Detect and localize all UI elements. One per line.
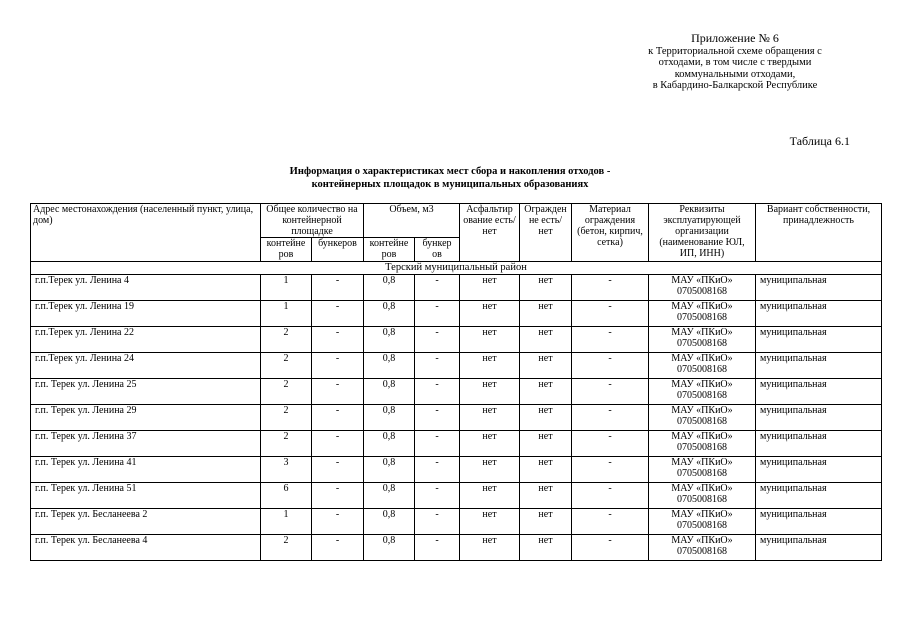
cell-fence: нет <box>520 327 572 353</box>
cell-fence: нет <box>520 353 572 379</box>
cell-asphalt: нет <box>460 301 520 327</box>
cell-container-volume: 0,8 <box>364 405 415 431</box>
cell-bunker-count: - <box>312 353 364 379</box>
header-ownership: Вариант собственности, принадлежность <box>756 204 882 262</box>
header-count-containers: контейне ров <box>261 238 312 262</box>
operator-name: МАУ «ПКиО» <box>671 379 733 390</box>
table-row <box>31 301 882 327</box>
cell-bunker-volume: - <box>415 301 460 327</box>
cell-bunker-volume: - <box>415 405 460 431</box>
cell-fence-material: - <box>572 535 649 561</box>
cell-operator <box>649 379 756 405</box>
appendix-line: в Кабардино-Балкарской Республике <box>652 80 818 92</box>
cell-operator <box>649 327 756 353</box>
cell-address: г.п.Терек ул. Ленина 22 <box>31 327 261 353</box>
operator-inn: 0705008168 <box>677 468 727 479</box>
cell-container-volume: 0,8 <box>364 275 415 301</box>
operator-name: МАУ «ПКиО» <box>671 431 733 442</box>
cell-ownership: муниципальная <box>756 405 882 431</box>
cell-container-volume: 0,8 <box>364 509 415 535</box>
operator-inn: 0705008168 <box>677 286 727 297</box>
table-row <box>31 327 882 353</box>
cell-bunker-volume: - <box>415 327 460 353</box>
cell-operator <box>649 509 756 535</box>
cell-container-volume: 0,8 <box>364 457 415 483</box>
cell-address: г.п. Терек ул. Бесланеева 4 <box>31 535 261 561</box>
cell-fence: нет <box>520 457 572 483</box>
cell-bunker-volume: - <box>415 275 460 301</box>
cell-container-count: 6 <box>261 483 312 509</box>
cell-ownership: муниципальная <box>756 509 882 535</box>
operator-inn: 0705008168 <box>677 520 727 531</box>
cell-fence-material: - <box>572 353 649 379</box>
appendix-line: к Территориальной схеме обращения с <box>648 46 822 57</box>
operator-name: МАУ «ПКиО» <box>671 353 733 364</box>
cell-fence-material: - <box>572 275 649 301</box>
operator-name: МАУ «ПКиО» <box>671 327 733 338</box>
operator-name: МАУ «ПКиО» <box>671 457 733 468</box>
header-operator: Реквизиты эксплуатирующей организации (наименование ЮЛ, ИП, ИНН) <box>649 204 756 262</box>
cell-ownership: муниципальная <box>756 379 882 405</box>
cell-ownership: муниципальная <box>756 457 882 483</box>
cell-fence-material: - <box>572 405 649 431</box>
cell-operator <box>649 275 756 301</box>
cell-address: г.п.Терек ул. Ленина 4 <box>31 275 261 301</box>
cell-address: г.п.Терек ул. Ленина 24 <box>31 353 261 379</box>
cell-fence: нет <box>520 535 572 561</box>
cell-container-count: 2 <box>261 353 312 379</box>
cell-bunker-count: - <box>312 301 364 327</box>
operator-name: МАУ «ПКиО» <box>671 405 733 416</box>
cell-container-count: 2 <box>261 379 312 405</box>
operator-inn: 0705008168 <box>677 312 727 323</box>
cell-ownership: муниципальная <box>756 275 882 301</box>
cell-address: г.п. Терек ул. Бесланеева 2 <box>31 509 261 535</box>
appendix-title: Приложение № 6 <box>691 31 779 45</box>
cell-fence: нет <box>520 483 572 509</box>
header-volume-group: Объем, м3 <box>364 204 460 238</box>
cell-bunker-count: - <box>312 405 364 431</box>
cell-fence: нет <box>520 379 572 405</box>
operator-name: МАУ «ПКиО» <box>671 535 733 546</box>
cell-ownership: муниципальная <box>756 327 882 353</box>
header-address: Адрес местонахождения (населенный пункт, улица, дом) <box>31 204 261 262</box>
appendix-header <box>600 32 870 92</box>
operator-name: МАУ «ПКиО» <box>671 275 733 286</box>
table-row <box>31 405 882 431</box>
cell-bunker-count: - <box>312 431 364 457</box>
appendix-line: коммунальными отходами, <box>674 68 796 80</box>
cell-operator <box>649 405 756 431</box>
header-fence-material: Материал ограждения (бетон, кирпич, сетка) <box>572 204 649 262</box>
cell-container-volume: 0,8 <box>364 379 415 405</box>
cell-bunker-count: - <box>312 379 364 405</box>
waste-sites-table <box>30 203 882 561</box>
operator-inn: 0705008168 <box>677 442 727 453</box>
table-row <box>31 509 882 535</box>
cell-fence-material: - <box>572 457 649 483</box>
cell-address: г.п. Терек ул. Ленина 41 <box>31 457 261 483</box>
cell-container-volume: 0,8 <box>364 431 415 457</box>
operator-inn: 0705008168 <box>677 546 727 557</box>
cell-asphalt: нет <box>460 353 520 379</box>
cell-operator <box>649 353 756 379</box>
cell-asphalt: нет <box>460 405 520 431</box>
table-number: Таблица 6.1 <box>789 134 850 148</box>
cell-fence: нет <box>520 405 572 431</box>
cell-ownership: муниципальная <box>756 483 882 509</box>
operator-inn: 0705008168 <box>677 494 727 505</box>
cell-fence-material: - <box>572 431 649 457</box>
cell-bunker-volume: - <box>415 535 460 561</box>
operator-name: МАУ «ПКиО» <box>671 509 733 520</box>
header-volume-containers: контейне ров <box>364 238 415 262</box>
cell-operator <box>649 431 756 457</box>
cell-container-count: 3 <box>261 457 312 483</box>
cell-asphalt: нет <box>460 509 520 535</box>
cell-bunker-count: - <box>312 457 364 483</box>
cell-container-count: 1 <box>261 509 312 535</box>
cell-operator <box>649 483 756 509</box>
cell-fence-material: - <box>572 327 649 353</box>
header-asphalt: Асфальтир ование есть/нет <box>460 204 520 262</box>
cell-bunker-volume: - <box>415 431 460 457</box>
cell-container-count: 2 <box>261 405 312 431</box>
table-row <box>31 431 882 457</box>
cell-fence: нет <box>520 275 572 301</box>
cell-address: г.п. Терек ул. Ленина 29 <box>31 405 261 431</box>
cell-address: г.п.Терек ул. Ленина 19 <box>31 301 261 327</box>
cell-bunker-count: - <box>312 509 364 535</box>
cell-operator <box>649 301 756 327</box>
cell-container-count: 2 <box>261 431 312 457</box>
cell-fence: нет <box>520 301 572 327</box>
cell-bunker-volume: - <box>415 353 460 379</box>
cell-bunker-volume: - <box>415 457 460 483</box>
cell-fence: нет <box>520 431 572 457</box>
operator-inn: 0705008168 <box>677 364 727 375</box>
table-row <box>31 535 882 561</box>
section-title: Терский муниципальный район <box>31 262 882 275</box>
document-title-line: Информация о характеристиках мест сбора и накопления отходов - <box>289 166 611 177</box>
cell-container-volume: 0,8 <box>364 535 415 561</box>
cell-asphalt: нет <box>460 275 520 301</box>
cell-asphalt: нет <box>460 535 520 561</box>
cell-address: г.п. Терек ул. Ленина 51 <box>31 483 261 509</box>
cell-container-count: 1 <box>261 275 312 301</box>
cell-asphalt: нет <box>460 483 520 509</box>
operator-inn: 0705008168 <box>677 416 727 427</box>
cell-bunker-count: - <box>312 535 364 561</box>
cell-bunker-count: - <box>312 275 364 301</box>
cell-fence: нет <box>520 509 572 535</box>
table-row <box>31 275 882 301</box>
appendix-line: отходами, в том числе с твердыми <box>658 57 812 69</box>
cell-operator <box>649 535 756 561</box>
cell-asphalt: нет <box>460 327 520 353</box>
document-title <box>200 166 700 191</box>
cell-asphalt: нет <box>460 457 520 483</box>
table-row <box>31 353 882 379</box>
table-row <box>31 483 882 509</box>
header-volume-bunkers: бункер ов <box>415 238 460 262</box>
cell-bunker-count: - <box>312 483 364 509</box>
cell-ownership: муниципальная <box>756 431 882 457</box>
document-title-line: контейнерных площадок в муниципальных образованиях <box>311 178 589 190</box>
operator-inn: 0705008168 <box>677 390 727 401</box>
table-row <box>31 379 882 405</box>
cell-asphalt: нет <box>460 379 520 405</box>
cell-fence-material: - <box>572 379 649 405</box>
cell-container-count: 2 <box>261 535 312 561</box>
cell-container-count: 2 <box>261 327 312 353</box>
cell-ownership: муниципальная <box>756 353 882 379</box>
cell-container-volume: 0,8 <box>364 301 415 327</box>
cell-bunker-volume: - <box>415 509 460 535</box>
cell-bunker-volume: - <box>415 483 460 509</box>
cell-fence-material: - <box>572 509 649 535</box>
cell-ownership: муниципальная <box>756 301 882 327</box>
cell-container-count: 1 <box>261 301 312 327</box>
cell-container-volume: 0,8 <box>364 353 415 379</box>
table-row <box>31 457 882 483</box>
cell-container-volume: 0,8 <box>364 483 415 509</box>
operator-name: МАУ «ПКиО» <box>671 301 733 312</box>
section-row <box>31 262 882 275</box>
operator-inn: 0705008168 <box>677 338 727 349</box>
cell-address: г.п. Терек ул. Ленина 25 <box>31 379 261 405</box>
cell-address: г.п. Терек ул. Ленина 37 <box>31 431 261 457</box>
cell-bunker-count: - <box>312 327 364 353</box>
header-fence: Огражден не есть/нет <box>520 204 572 262</box>
cell-fence-material: - <box>572 301 649 327</box>
cell-asphalt: нет <box>460 431 520 457</box>
cell-operator <box>649 457 756 483</box>
cell-ownership: муниципальная <box>756 535 882 561</box>
cell-container-volume: 0,8 <box>364 327 415 353</box>
header-count-bunkers: бункеров <box>312 238 364 262</box>
operator-name: МАУ «ПКиО» <box>671 483 733 494</box>
cell-bunker-volume: - <box>415 379 460 405</box>
header-count-group: Общее количество на контейнерной площадке <box>261 204 364 238</box>
cell-fence-material: - <box>572 483 649 509</box>
